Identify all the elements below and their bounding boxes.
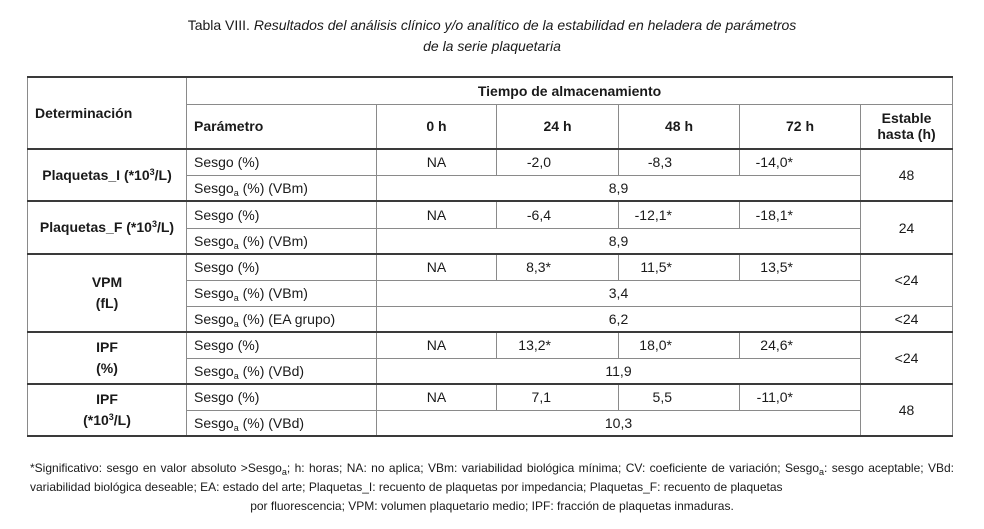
table-row bbox=[28, 201, 953, 228]
cell-24h: 13,2* bbox=[497, 332, 619, 358]
cell-sesgoa-value: 8,9 bbox=[377, 175, 861, 201]
cell-estable: 48 bbox=[861, 149, 953, 201]
table-row bbox=[28, 254, 953, 280]
param-sesgo: Sesgo (%) bbox=[187, 384, 377, 410]
table-row bbox=[28, 384, 953, 410]
table-row bbox=[28, 332, 953, 358]
cell-0h: NA bbox=[377, 201, 497, 228]
cell-estable: <24 bbox=[861, 306, 953, 332]
cell-sesgoa-value: 6,2 bbox=[377, 306, 861, 332]
det-plaquetas-i: Plaquetas_I $(*10^3/L)$ bbox=[28, 149, 187, 201]
cell-sesgoa-value: 10,3 bbox=[377, 410, 861, 436]
cell-sesgoa-value: 3,4 bbox=[377, 280, 861, 306]
cell-24h: 7,1 bbox=[497, 384, 619, 410]
header-parametro: Parámetro bbox=[187, 104, 377, 149]
cell-estable: <24 bbox=[861, 332, 953, 384]
cell-24h: 8,3* bbox=[497, 254, 619, 280]
cell-72h: -11,0* bbox=[740, 384, 861, 410]
cell-estable: 48 bbox=[861, 384, 953, 436]
param-sesgo: Sesgo (%) bbox=[187, 201, 377, 228]
param-sesgoa: Sesgo$_a$ (%) (VBd) bbox=[187, 358, 377, 384]
cell-0h: NA bbox=[377, 332, 497, 358]
cell-estable: <24 bbox=[861, 254, 953, 306]
param-sesgo: Sesgo (%) bbox=[187, 332, 377, 358]
param-sesgoa: Sesgo$_a$ (%) (VBm) bbox=[187, 175, 377, 201]
caption-title-line2: de la serie plaquetaria bbox=[423, 38, 561, 54]
header-tiempo: Tiempo de almacenamiento bbox=[187, 77, 953, 104]
cell-24h: -2,0 bbox=[497, 149, 619, 175]
param-sesgo: Sesgo (%) bbox=[187, 254, 377, 280]
cell-48h: 18,0* bbox=[619, 332, 740, 358]
header-determinacion: Determinación bbox=[28, 77, 187, 149]
cell-0h: NA bbox=[377, 254, 497, 280]
header-estable: Estable hasta (h) bbox=[861, 104, 953, 149]
param-sesgo: Sesgo (%) bbox=[187, 149, 377, 175]
caption-title-line1: Resultados del análisis clínico y/o analítico de la estabilidad en heladera de parámetros bbox=[253, 17, 797, 33]
header-48h: 48 h bbox=[619, 104, 740, 149]
cell-48h: 5,5 bbox=[619, 384, 740, 410]
cell-24h: -6,4 bbox=[497, 201, 619, 228]
param-sesgoa-ea: Sesgo$_a$ (%) (EA grupo) bbox=[187, 306, 377, 332]
header-72h: 72 h bbox=[740, 104, 861, 149]
footnote-last-line: por fluorescencia; VPM: volumen plaquetario medio; IPF: fracción de plaquetas inmaduras. bbox=[250, 499, 734, 513]
cell-0h: NA bbox=[377, 149, 497, 175]
cell-sesgoa-value: 11,9 bbox=[377, 358, 861, 384]
stability-table bbox=[27, 76, 953, 437]
cell-48h: -8,3 bbox=[619, 149, 740, 175]
param-sesgoa: Sesgo$_a$ (%) (VBm) bbox=[187, 280, 377, 306]
param-sesgoa: Sesgo$_a$ (%) (VBm) bbox=[187, 228, 377, 254]
cell-72h: 24,6* bbox=[740, 332, 861, 358]
cell-sesgoa-value: 8,9 bbox=[377, 228, 861, 254]
det-vpm: VPM (fL) bbox=[28, 254, 187, 332]
det-plaquetas-f: Plaquetas_F $(*10^3/L)$ bbox=[28, 201, 187, 254]
cell-estable: 24 bbox=[861, 201, 953, 254]
cell-48h: -12,1* bbox=[619, 201, 740, 228]
cell-48h: 11,5* bbox=[619, 254, 740, 280]
cell-72h: -18,1* bbox=[740, 201, 861, 228]
header-24h: 24 h bbox=[497, 104, 619, 149]
cell-72h: 13,5* bbox=[740, 254, 861, 280]
table-row bbox=[28, 149, 953, 175]
param-sesgoa: Sesgo$_a$ (%) (VBd) bbox=[187, 410, 377, 436]
header-0h: 0 h bbox=[377, 104, 497, 149]
cell-72h: -14,0* bbox=[740, 149, 861, 175]
table-caption bbox=[0, 15, 984, 57]
det-ipf-percent: IPF (%) bbox=[28, 332, 187, 384]
cell-0h: NA bbox=[377, 384, 497, 410]
table-footnote: *Significativo: sesgo en valor absoluto >Sesgo$_a$; h: horas; NA: no aplica; VBm: variabilidad biológica mínima; CV: coeficiente de variación; Sesgo$_a$: sesgo aceptable; VBd: variabilidad biológica deseable; EA: estado del arte; Plaquetas_I: recuento de plaquetas por impedancia; Plaquetas_F: recuento de plaquetas por fluorescencia; VPM: volumen plaquetario medio; IPF: fracción de plaquetas inmaduras. bbox=[30, 459, 954, 516]
det-ipf-abs: IPF $(*10^3/L)$ bbox=[28, 384, 187, 436]
caption-label: Tabla VIII. bbox=[187, 17, 250, 33]
